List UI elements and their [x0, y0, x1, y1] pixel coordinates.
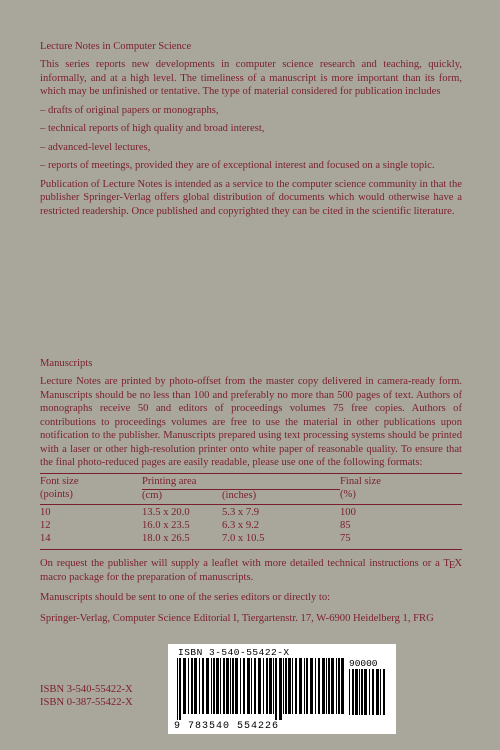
barcode — [168, 644, 396, 734]
header-percent: (%) — [340, 489, 462, 505]
barcode-bar — [299, 658, 302, 714]
header-inches: (inches) — [222, 489, 340, 505]
barcode-bar — [183, 658, 186, 714]
barcode-bar — [352, 669, 354, 715]
barcode-bar — [338, 658, 340, 714]
barcode-bar — [326, 658, 327, 714]
barcode-bar — [273, 658, 274, 714]
isbn-line: ISBN 0-387-55422-X — [40, 697, 133, 709]
barcode-bar — [263, 658, 264, 714]
barcode-bar — [235, 658, 238, 714]
manuscripts-section — [40, 357, 462, 625]
tex-e: E — [448, 560, 456, 572]
barcode-bar — [258, 658, 261, 714]
barcode-bar — [191, 658, 193, 714]
barcode-bar — [213, 658, 215, 714]
barcode-bar — [240, 658, 241, 714]
list-item: – drafts of original papers or monographs, — [40, 104, 219, 116]
send-to-note: Manuscripts should be sent to one of the series editors or directly to: — [40, 592, 331, 604]
barcode-bar — [359, 669, 360, 715]
table-subheader-row — [40, 489, 462, 505]
barcode-bar — [206, 658, 209, 714]
table-cell: 13.5 x 20.0 — [142, 507, 190, 519]
table-cell: 85 — [340, 520, 351, 532]
leaflet-note-after: macro package for the preparation of manuscripts. — [40, 571, 254, 583]
barcode-bar — [295, 658, 297, 714]
barcode-bar — [304, 658, 305, 714]
barcode-bar — [328, 658, 330, 714]
barcode-bar — [251, 658, 252, 714]
isbn-block — [40, 683, 133, 709]
barcode-bar — [364, 669, 367, 715]
table-cell: 10 — [40, 507, 51, 519]
barcode-bar — [315, 658, 316, 714]
barcode-bar — [230, 658, 231, 714]
barcode-bar — [247, 658, 250, 714]
barcode-bar — [188, 658, 189, 714]
table-row — [40, 505, 462, 520]
tex-logo — [443, 558, 462, 572]
barcode-bar — [226, 658, 229, 714]
series-description: This series reports new developments in computer science research and teaching, quickly, informally, and at a high level. The timeliness of a manuscript is more important than its form, which may be unfinished or tentative. The type of material considered for publication includes — [40, 59, 462, 98]
barcode-bars-icon — [176, 658, 344, 720]
barcode-bar — [216, 658, 219, 714]
series-title: Lecture Notes in Computer Science — [40, 41, 192, 52]
tex-x: X — [454, 558, 462, 570]
list-item: – advanced-level lectures, — [40, 141, 151, 153]
barcode-bar — [383, 669, 385, 715]
barcode-bar — [283, 658, 284, 714]
table-cell: 18.0 x 26.5 — [142, 533, 222, 549]
barcode-digits: 9 783540 554226 — [174, 721, 280, 732]
table-cell: 6.3 x 9.2 — [222, 520, 260, 532]
barcode-bar — [336, 658, 337, 714]
table-header-row — [40, 473, 462, 489]
barcode-bar — [380, 669, 381, 715]
barcode-bar — [254, 658, 256, 714]
barcode-bar — [349, 669, 350, 715]
barcode-bar — [285, 658, 287, 714]
barcode-bar — [202, 658, 204, 714]
barcode-bar — [194, 658, 197, 714]
series-intro — [40, 40, 462, 218]
table-row — [40, 533, 462, 549]
barcode-bar — [376, 669, 379, 715]
barcode-bar — [292, 658, 293, 714]
header-printing-area-label: Printing area — [142, 475, 197, 487]
barcode-addon-bars-icon — [348, 669, 388, 721]
header-printing-area — [142, 473, 340, 489]
barcode-bar — [288, 658, 291, 714]
table-cell: 14 — [40, 533, 142, 549]
barcode-bar — [306, 658, 308, 714]
barcode-bar — [341, 658, 344, 714]
barcode-bar — [243, 658, 245, 714]
list-item: – technical reports of high quality and broad interest, — [40, 123, 265, 135]
table-cell: 12 — [40, 520, 51, 532]
barcode-bar — [275, 658, 277, 720]
publication-note: Publication of Lecture Notes is intended as a service to the computer science community in that the publisher Springer-Verlag offers global distribution of documents which would otherwise have a restricted readership. Once published and copyrighted they can be cited in the scientific literature. — [40, 178, 462, 217]
leaflet-note-before: On request the publisher will supply a leaflet with more detailed technical instructions or a — [40, 558, 444, 570]
barcode-bar — [199, 658, 200, 714]
table-cell: 16.0 x 23.5 — [142, 520, 190, 532]
barcode-bar — [179, 658, 181, 720]
barcode-bar — [279, 658, 282, 720]
header-final-size: Final size — [340, 473, 462, 489]
barcode-bar — [372, 669, 374, 715]
table-cell: 100 — [340, 507, 356, 519]
barcode-bar — [232, 658, 234, 714]
tex-t: T — [443, 558, 450, 570]
barcode-bar — [331, 658, 334, 714]
header-font-size: Font size — [40, 473, 142, 489]
header-points: (points) — [40, 489, 142, 505]
barcode-bar — [211, 658, 212, 714]
table-cell: 7.0 x 10.5 — [222, 533, 340, 549]
barcode-bar — [322, 658, 325, 714]
barcode-bar — [355, 669, 358, 715]
barcode-bar — [369, 669, 370, 715]
barcode-addon-label: 90000 — [349, 658, 378, 669]
isbn-line: ISBN 3-540-55422-X — [40, 684, 133, 695]
barcode-bar — [177, 658, 178, 720]
barcode-bar — [266, 658, 268, 714]
publisher-address: Springer-Verlag, Computer Science Editorial I, Tiergartenstr. 17, W-6900 Heidelberg 1, FRG — [40, 612, 434, 624]
format-table — [40, 473, 462, 551]
barcode-isbn-label: ISBN 3-540-55422-X — [178, 647, 290, 658]
table-cell: 5.3 x 7.9 — [222, 507, 260, 519]
barcode-bar — [310, 658, 313, 714]
table-cell: 75 — [340, 533, 462, 549]
barcode-bar — [269, 658, 272, 714]
barcode-bar — [220, 658, 221, 714]
leaflet-note — [40, 557, 462, 584]
header-cm: (cm) — [142, 489, 222, 505]
manuscripts-heading: Manuscripts — [40, 358, 93, 369]
table-row — [40, 520, 462, 533]
list-item: – reports of meetings, provided they are of exceptional interest and focused on a single topic. — [40, 160, 435, 172]
barcode-bar — [361, 669, 363, 715]
barcode-bar — [318, 658, 320, 714]
barcode-bar — [223, 658, 225, 714]
manuscripts-body: Lecture Notes are printed by photo-offset from the master copy delivered in camera-ready form. Manuscripts should be no less than 100 and preferably no more than 500 pages of text. Authors of monographs receive 50 and editors of proceedings volumes 75 free copies. Authors of contributions to proceedings volumes are free to use the material in other publications upon notification to the publisher. Manuscripts prepared using text processing systems should be printed with a laser or other high-resolution printer onto white paper of reasonable quality. To ensure that the final photo-reduced pages are easily readable, please use one of the following formats: — [40, 376, 462, 469]
